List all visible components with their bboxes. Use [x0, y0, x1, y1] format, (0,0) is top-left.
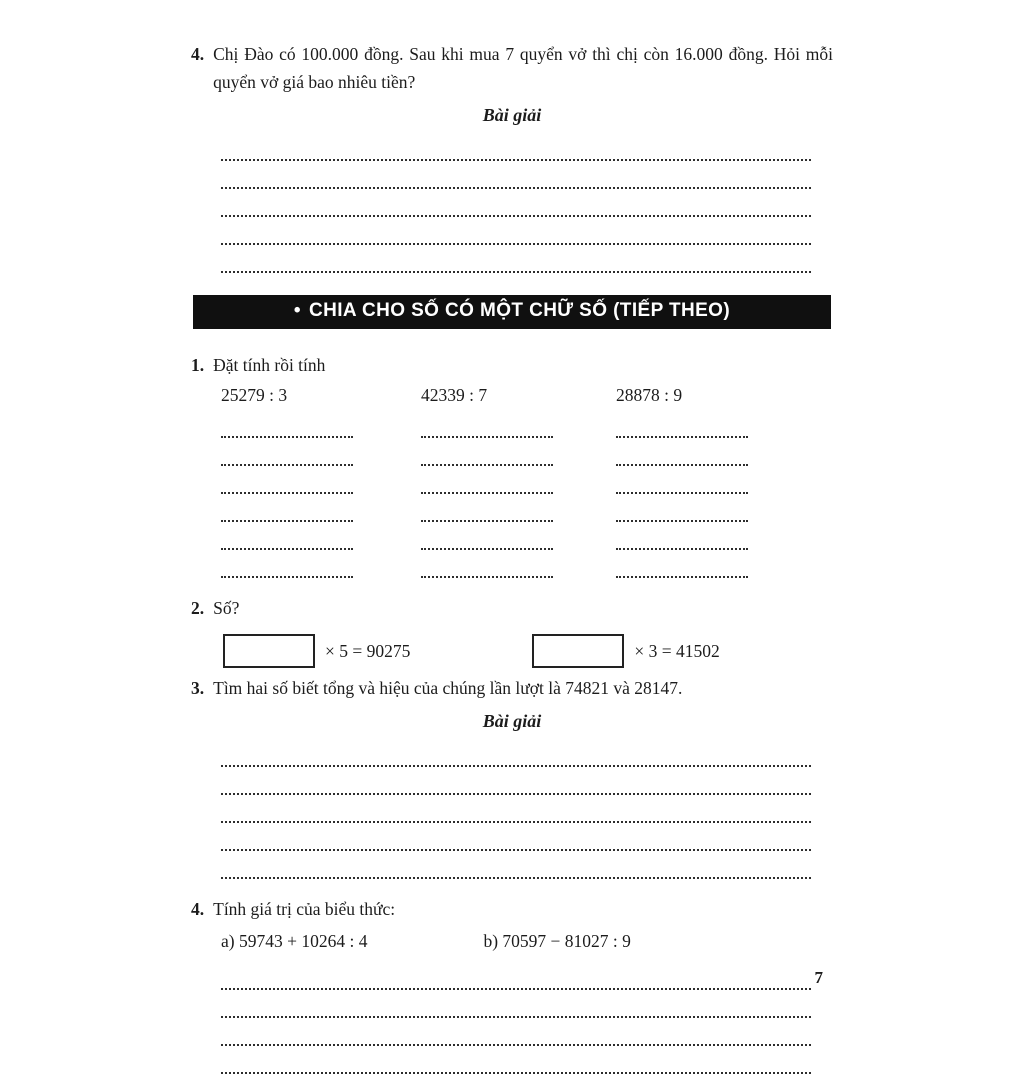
answer-line: [221, 217, 811, 245]
exercise-column: [616, 385, 833, 578]
answer-line: [221, 767, 811, 795]
answer-line: [421, 494, 553, 522]
answer-line: [221, 189, 811, 217]
fill-in-equations: [191, 634, 833, 668]
problem-1: [191, 351, 833, 578]
expression-b: b) 70597 − 81027 : 9: [483, 931, 631, 951]
section-banner: [193, 295, 831, 329]
problem-number: 2.: [191, 598, 205, 618]
problem-number: 4.: [191, 899, 205, 919]
blank-answer-box: [532, 634, 624, 668]
answer-line: [221, 823, 811, 851]
division-expression: 28878 : 9: [616, 385, 683, 405]
problem-number: 1.: [191, 355, 205, 375]
answer-line: [221, 795, 811, 823]
answer-line: [221, 1046, 811, 1074]
problem-3: [191, 674, 833, 879]
exercise-column: [421, 385, 616, 578]
answer-line: [221, 161, 811, 189]
answer-line: [221, 494, 353, 522]
answer-lines: [221, 133, 811, 273]
equation-text: × 5 = 90275: [325, 640, 411, 661]
division-expression: 25279 : 3: [221, 385, 288, 405]
answer-line: [221, 245, 811, 273]
answer-line: [421, 522, 553, 550]
problem-statement: Tính giá trị của biểu thức:: [213, 899, 396, 919]
answer-line: [616, 522, 748, 550]
problem-statement: Số?: [213, 598, 240, 618]
problem-statement: Tìm hai số biết tổng và hiệu của chúng lần lượt là 74821 và 28147.: [213, 678, 683, 698]
answer-line: [421, 466, 553, 494]
answer-line: [221, 438, 353, 466]
solution-heading: Bài giải: [482, 711, 542, 731]
problem-statement: Đặt tính rồi tính: [213, 355, 326, 375]
problem-number: 4.: [191, 44, 205, 64]
expression-a: a) 59743 + 10264 : 4: [221, 931, 368, 951]
answer-line: [221, 1018, 811, 1046]
answer-line: [221, 410, 353, 438]
answer-line: [221, 739, 811, 767]
equation: [223, 634, 410, 668]
problem-number: 3.: [191, 678, 205, 698]
equation-text: × 3 = 41502: [634, 640, 720, 661]
section-title: CHIA CHO SỐ CÓ MỘT CHỮ SỐ (TIẾP THEO): [308, 300, 731, 321]
expression-list: [191, 931, 833, 952]
answer-line: [421, 438, 553, 466]
problem-statement: Chị Đào có 100.000 đồng. Sau khi mua 7 quyển vở thì chị còn 16.000 đồng. Hỏi mỗi quyển vở giá bao nhiêu tiền?: [213, 44, 833, 92]
bullet-icon: •: [293, 300, 301, 321]
answer-line: [616, 410, 748, 438]
answer-lines: [221, 739, 811, 879]
problem-intro: [191, 40, 833, 273]
answer-line: [421, 550, 553, 578]
equation: [532, 634, 719, 668]
answer-line: [616, 550, 748, 578]
answer-line: [221, 522, 353, 550]
workbook-page: [191, 0, 833, 1024]
problem-2: [191, 594, 833, 668]
answer-line: [221, 133, 811, 161]
solution-heading: Bài giải: [482, 105, 542, 125]
answer-line: [221, 962, 811, 990]
answer-line: [221, 990, 811, 1018]
page-number: 7: [814, 968, 823, 987]
division-expression: 42339 : 7: [421, 385, 488, 405]
answer-line: [616, 494, 748, 522]
exercise-column: [221, 385, 421, 578]
answer-line: [221, 466, 353, 494]
answer-line: [221, 851, 811, 879]
division-exercises: [191, 385, 833, 578]
answer-line: [616, 438, 748, 466]
answer-line: [421, 410, 553, 438]
answer-lines: [221, 962, 811, 1074]
answer-line: [221, 550, 353, 578]
answer-line: [616, 466, 748, 494]
problem-4: [191, 895, 833, 1074]
blank-answer-box: [223, 634, 315, 668]
